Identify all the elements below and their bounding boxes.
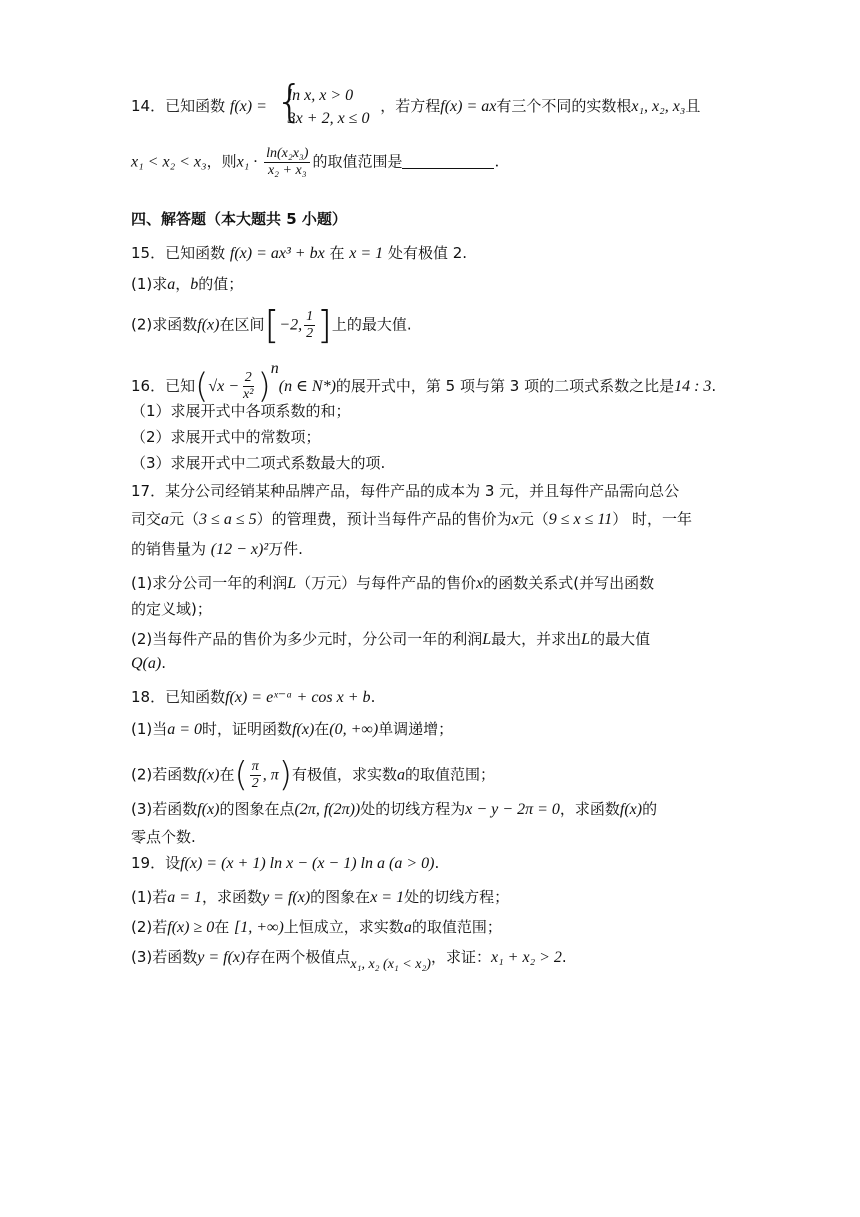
q14-fraction	[264, 146, 310, 179]
q18-p3-tangent: x − y − 2π = 0	[465, 801, 560, 818]
q15-intro: 15．已知函数	[131, 244, 226, 262]
q18-end: .	[370, 688, 376, 706]
q17-p1-L: L	[287, 575, 297, 592]
left-bracket-icon: [	[264, 303, 280, 347]
q19-part1	[131, 886, 509, 909]
q15-line1	[131, 242, 467, 265]
q16-end: .	[711, 377, 717, 395]
q18-part3-line2: 零点个数.	[131, 828, 196, 846]
section-heading: 四、解答题（本大题共 5 小题）	[131, 210, 347, 228]
q14-line1	[131, 76, 701, 130]
q17-part2-line1	[131, 628, 650, 651]
q18-p2-fx: f(x)	[197, 766, 220, 784]
q19-p3-end: .	[561, 948, 567, 966]
q17-line1: 17．某分公司经销某种品牌产品，每件产品的成本为 3 元，并且每件产品需向总公	[131, 482, 680, 500]
q16-text-b: 的展开式中，第 5 项与第 3 项的二项式系数之比是	[335, 377, 675, 395]
q14-and: 且	[685, 97, 701, 115]
q17-l2-a-var: a	[161, 511, 170, 528]
q18-p2-d: 的取值范围；	[405, 765, 496, 784]
q18-p3-b: 的图象在点	[219, 800, 295, 818]
q15-p2-a: (2)求函数	[131, 315, 198, 334]
q19-p1-a: (1)若	[131, 888, 168, 906]
q15-function: f(x) = ax³ + bx	[229, 245, 325, 262]
q19-p2-a: (2)若	[131, 918, 168, 936]
q17-line2	[131, 508, 692, 531]
q19-p1-b: ，求函数	[202, 888, 263, 906]
q17-p2-L2: L	[581, 631, 591, 648]
q15-p2-frac-den: 2	[306, 325, 314, 341]
q18-part1	[131, 718, 453, 741]
q16-line1	[131, 358, 717, 407]
q15-p2-fx: f(x)	[197, 316, 220, 334]
q19-p3-b: 存在两个极值点	[245, 948, 351, 966]
q19-p1-func: y = f(x)	[262, 889, 311, 906]
q17-l2-a-range: 3 ≤ a ≤ 5	[199, 511, 257, 528]
q18-part3-line1	[131, 798, 657, 821]
q15-x-eq: x = 1	[349, 245, 384, 262]
q17-l2-b: 元（	[169, 510, 200, 528]
q14-case2: 3x + 2, x ≤ 0	[287, 110, 370, 127]
q19-p3-a: (3)若函数	[131, 948, 198, 966]
q14-end: .	[494, 152, 500, 171]
q19-p2-interval: [1, +∞)	[234, 919, 284, 936]
q14-tail: 的取值范围是	[312, 152, 403, 171]
q14-intro: 已知函数	[165, 97, 226, 115]
q19-p3-ineq: x₁ + x₂ > 2	[491, 949, 562, 966]
q16-part2: （2）求展开式中的常数项；	[131, 428, 321, 446]
answer-blank	[402, 154, 494, 169]
q19-p1-x: x = 1	[370, 889, 405, 906]
q17-l2-d: 元（	[518, 510, 549, 528]
q15-p1-sep: ，	[175, 275, 191, 293]
q19-function: f(x) = (x + 1) ln x − (x − 1) ln a (a > 0)	[180, 855, 435, 872]
q14-line2	[131, 146, 499, 179]
q18-p3-fx: f(x)	[197, 801, 220, 818]
q17-l3-sales: (12 − x)²	[210, 541, 269, 558]
q18-p1-fx: f(x)	[292, 721, 315, 738]
q16-frac-den: x²	[243, 387, 254, 402]
q19-p2-ineq: f(x) ≥ 0	[167, 919, 215, 936]
q18-p1-d: 单调递增；	[378, 720, 454, 738]
q18-p1-c: 在	[314, 720, 330, 738]
q14-fx: f(x) =	[229, 98, 267, 115]
q16-fraction	[241, 370, 255, 403]
q19-p1-d: 处的切线方程；	[404, 888, 510, 906]
q19-p1-c: 的图象在	[310, 888, 371, 906]
q18-p2-frac-den: 2	[251, 775, 259, 791]
q17-line3	[131, 538, 303, 561]
q18-p3-point: (2π, f(2π))	[294, 801, 361, 818]
right-bracket-icon: ]	[317, 303, 332, 347]
q15-p1-a-var: a	[167, 276, 176, 293]
q15-p2-tail: 上的最大值.	[331, 315, 412, 334]
q18-p2-fraction	[250, 759, 261, 792]
q17-p2-end: .	[161, 654, 166, 672]
q19-p2-c: 上恒成立，求实数	[283, 918, 404, 936]
q17-p1-x: x	[476, 575, 484, 592]
q18-p2-a: (2)若函数	[131, 765, 198, 784]
q17-part1-line1	[131, 572, 654, 595]
q14-mid2: 有三个不同的实数根	[496, 97, 632, 115]
q15-text-c: 处有极值 2.	[387, 244, 468, 262]
q15-p1-tail: 的值；	[198, 275, 244, 293]
q15-p2-b: 在区间	[219, 315, 265, 334]
q17-l3-a: 的销售量为	[131, 540, 207, 558]
q15-p2-interval-left: −2,	[279, 316, 303, 334]
q18-intro: 18．已知函数	[131, 688, 226, 706]
q17-p2-b: 最大，并求出	[491, 630, 582, 648]
right-paren-icon: )	[278, 755, 293, 795]
q18-p1-b: 时，证明函数	[202, 720, 293, 738]
q19-part3	[131, 946, 567, 976]
q17-l2-e: ） 时，一年	[612, 510, 692, 528]
q17-l2-a: 司交	[131, 510, 162, 528]
q15-p1-b-var: b	[190, 276, 199, 293]
q19-end: .	[434, 854, 440, 872]
q14-frac-num: ln(x₂x₃)	[266, 146, 309, 161]
q19-p1-cond: a = 1	[167, 889, 203, 906]
q18-p2-b: 在	[219, 765, 235, 784]
q15-text-b: 在	[329, 244, 345, 262]
q17-part2-line2	[131, 652, 166, 675]
q16-ratio: 14 : 3	[674, 378, 712, 395]
q14-piecewise	[275, 76, 370, 130]
q15-p2-frac-num: 1	[306, 308, 314, 324]
q18-p3-a: (3)若函数	[131, 800, 198, 818]
right-paren-icon: )	[257, 366, 271, 407]
q17-p1-a: (1)求分公司一年的利润	[131, 574, 288, 592]
q15-p2-fraction	[304, 309, 315, 342]
q18-function: f(x) = eˣ⁻ᵃ + cos x + b	[225, 689, 371, 706]
q17-l2-x-var: x	[511, 511, 519, 528]
q17-p2-c: 的最大值	[590, 630, 651, 648]
left-paren-icon: (	[234, 755, 248, 795]
q19-p3-func: y = f(x)	[197, 949, 246, 966]
q15-p1-a: (1)求	[131, 275, 168, 293]
q17-p1-c: 的函数关系式(并写出函数	[483, 574, 655, 592]
q18-p2-frac-num: π	[251, 758, 259, 774]
brace-icon: {	[275, 76, 304, 127]
q16-condition: (n ∈ N*)	[278, 378, 336, 395]
q19-p2-b: 在	[214, 918, 230, 936]
q18-part2	[131, 755, 496, 795]
q14-order: x₁ < x₂ < x₃	[131, 153, 207, 171]
q17-l2-x-range: 9 ≤ x ≤ 11	[548, 511, 613, 528]
q18-p1-cond: a = 0	[167, 721, 203, 738]
q16-intro: 16．已知	[131, 377, 196, 395]
q16-inner: √x −	[208, 378, 240, 395]
q16-part1: （1）求展开式中各项系数的和；	[131, 402, 351, 420]
q15-part1	[131, 273, 243, 296]
q17-p2-a: (2)当每件产品的售价为多少元时，分公司一年的利润	[131, 630, 483, 648]
q16-frac-num: 2	[244, 370, 252, 385]
q14-then: ，则	[206, 152, 237, 171]
q18-p3-fx2: f(x)	[619, 801, 643, 818]
q14-x1: x₁ ·	[236, 153, 258, 171]
q19-intro: 19．设	[131, 854, 181, 872]
q17-l2-c: ）的管理费，预计当每件产品的售价为	[256, 510, 512, 528]
q17-part1-line2: 的定义域)；	[131, 600, 212, 618]
q18-p2-interval-right: , π	[262, 766, 279, 784]
q15-part2	[131, 303, 412, 347]
q19-p2-d: 的取值范围；	[411, 918, 502, 936]
q19-part2	[131, 916, 502, 939]
q16-part3: （3）求展开式中二项式系数最大的项.	[131, 454, 386, 472]
q14-roots: x₁, x₂, x₃	[631, 98, 686, 115]
q17-l3-b: 万件.	[268, 540, 303, 558]
q14-frac-den: x₂ + x₃	[267, 163, 307, 178]
q17-p1-b: （万元）与每件产品的售价	[296, 574, 477, 592]
q18-p3-c: 处的切线方程为	[360, 800, 466, 818]
q18-line1	[131, 686, 375, 709]
q18-p3-e: 的	[642, 800, 658, 818]
q18-p2-a-var: a	[397, 766, 406, 784]
q19-p3-c: ，求证：	[430, 948, 491, 966]
q17-p2-L: L	[482, 631, 492, 648]
q18-p1-a: (1)当	[131, 720, 168, 738]
q14-mid: ，若方程	[380, 97, 441, 115]
q19-p2-a-var: a	[403, 919, 412, 936]
q18-p2-c: 有极值，求实数	[292, 765, 398, 784]
q17-p2-Qa: Q(a)	[131, 655, 162, 672]
q18-p1-interval: (0, +∞)	[329, 721, 379, 738]
q16-exponent: n	[270, 360, 279, 377]
q19-line1	[131, 852, 439, 875]
left-paren-icon: (	[195, 366, 209, 407]
q14-eq: f(x) = ax	[440, 98, 497, 115]
q14-case1: ln x, x > 0	[287, 87, 354, 104]
q18-p3-d: ，求函数	[559, 800, 620, 818]
q19-p3-extrema: x₁, x₂ (x₁ < x₂)	[350, 957, 431, 972]
q14-number: 14．	[131, 97, 166, 115]
